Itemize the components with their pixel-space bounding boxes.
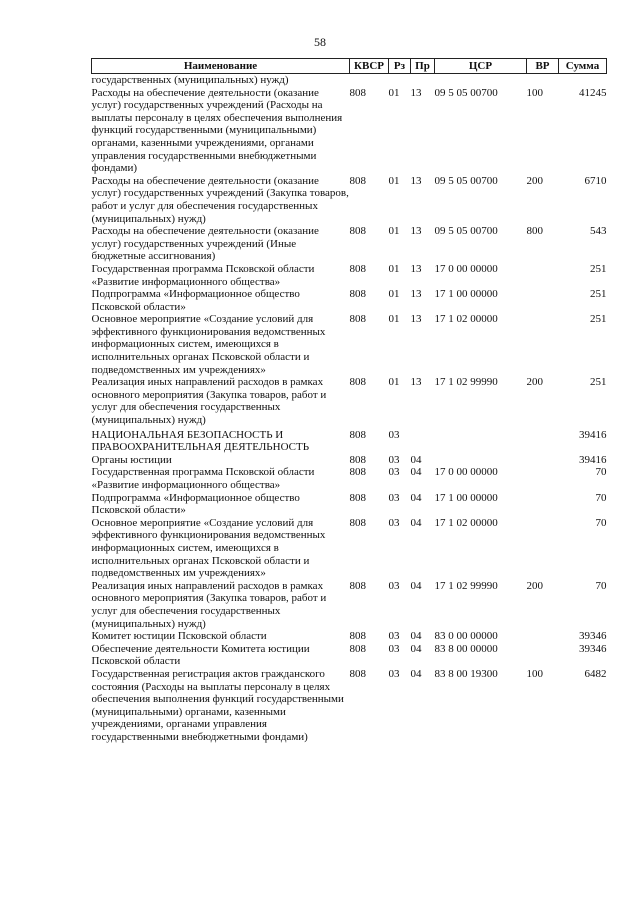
row-sum: 251 xyxy=(590,376,607,389)
row-csr: 83 0 00 00000 xyxy=(434,630,498,643)
row-vr xyxy=(527,492,559,517)
table-row xyxy=(92,288,607,313)
row-sum: 543 xyxy=(590,225,607,238)
table-row xyxy=(92,175,607,225)
row-name: Основное мероприятие «Создание условий для эффективного функционирования ведомственных информационных систем, имеющихся в исполнительных органах Псковской области и подведомственных им учреждениях» xyxy=(91,313,326,376)
table-row xyxy=(92,580,607,630)
table-row xyxy=(92,454,607,467)
row-rz: 03 xyxy=(388,667,400,680)
table-row xyxy=(92,492,607,517)
row-name: Расходы на обеспечение деятельности (оказание услуг) государственных учреждений (Иные бюджетные ассигнования) xyxy=(91,225,319,263)
row-kvsr: 808 xyxy=(349,376,366,389)
page-number: 58 xyxy=(314,35,326,49)
row-name: Подпрограмма «Информационное общество Псковской области» xyxy=(91,491,300,517)
row-name: Государственная программа Псковской области «Развитие информационного общества» xyxy=(91,262,315,288)
row-sum: 39346 xyxy=(579,630,607,643)
row-kvsr: 808 xyxy=(349,313,366,326)
row-name: НАЦИОНАЛЬНАЯ БЕЗОПАСНОСТЬ И ПРАВООХРАНИТЕЛЬНАЯ ДЕЯТЕЛЬНОСТЬ xyxy=(91,428,310,454)
row-kvsr: 808 xyxy=(349,225,366,238)
row-rz: 03 xyxy=(388,491,400,504)
row-pr: 13 xyxy=(410,225,422,238)
row-sum: 70 xyxy=(595,491,607,504)
table-row xyxy=(92,225,607,263)
row-csr: 09 5 05 00700 xyxy=(434,174,498,187)
row-vr xyxy=(527,427,559,454)
table-row xyxy=(92,427,607,454)
row-pr: 13 xyxy=(410,174,422,187)
row-vr xyxy=(527,263,559,288)
row-sum: 251 xyxy=(590,313,607,326)
row-name: Комитет юстиции Псковской области xyxy=(91,630,267,643)
row-kvsr: 808 xyxy=(349,579,366,592)
table-row xyxy=(92,668,607,744)
row-rz: 01 xyxy=(388,313,400,326)
row-rz: 01 xyxy=(388,86,400,99)
row-rz: 03 xyxy=(388,453,400,466)
row-vr xyxy=(527,454,559,467)
row-vr: 200 xyxy=(526,174,543,187)
row-sum: 39416 xyxy=(579,428,607,441)
row-pr: 04 xyxy=(410,642,422,655)
row-pr: 13 xyxy=(410,288,422,301)
row-csr: 83 8 00 00000 xyxy=(434,642,498,655)
row-csr: 17 1 02 00000 xyxy=(434,313,498,326)
row-vr xyxy=(527,517,559,580)
row-name: Реализация иных направлений расходов в рамках основного мероприятия (Закупка товаров, работ и услуг для обеспечения государственных (муниципальных) нужд) xyxy=(91,376,327,427)
row-vr xyxy=(527,313,559,376)
row-pr: 04 xyxy=(410,491,422,504)
row-vr: 200 xyxy=(526,579,543,592)
row-csr: 17 0 00 00000 xyxy=(434,262,498,275)
row-kvsr: 808 xyxy=(349,86,366,99)
row-csr xyxy=(435,454,527,467)
table-header-row xyxy=(92,59,607,74)
row-vr xyxy=(527,288,559,313)
table-row xyxy=(92,87,607,175)
row-pr xyxy=(411,427,435,454)
row-rz: 03 xyxy=(388,630,400,643)
row-rz: 01 xyxy=(388,174,400,187)
row-sum: 41245 xyxy=(579,86,607,99)
row-name: Подпрограмма «Информационное общество Псковской области» xyxy=(91,288,300,313)
row-pr xyxy=(411,74,435,87)
row-name: Государственная программа Псковской области «Развитие информационного общества» xyxy=(91,466,315,491)
row-rz: 03 xyxy=(388,642,400,655)
row-name: государственных (муниципальных) нужд) xyxy=(91,74,289,86)
row-kvsr: 808 xyxy=(349,428,366,441)
row-csr: 17 1 00 00000 xyxy=(434,288,498,301)
row-csr: 09 5 05 00700 xyxy=(434,86,498,99)
row-vr: 100 xyxy=(526,667,543,680)
row-sum xyxy=(559,74,607,87)
header-kvsr: КВСР xyxy=(350,59,389,74)
row-sum: 70 xyxy=(595,466,607,479)
row-name: Реализация иных направлений расходов в рамках основного мероприятия (Закупка товаров, работ и услуг для обеспечения государственных (муниципальных) нужд) xyxy=(91,579,327,630)
row-name: Расходы на обеспечение деятельности (оказание услуг) государственных учреждений (Закупка товаров, работ и услуг для обеспечения государственных (муниципальных) нужд) xyxy=(91,174,349,225)
row-rz: 01 xyxy=(388,262,400,275)
row-rz: 03 xyxy=(388,516,400,529)
row-sum: 251 xyxy=(590,288,607,301)
row-csr: 83 8 00 19300 xyxy=(434,667,498,680)
row-csr: 17 1 02 00000 xyxy=(434,516,498,529)
row-vr: 800 xyxy=(526,225,543,238)
row-csr xyxy=(435,74,527,87)
row-sum: 251 xyxy=(590,262,607,275)
row-csr: 17 1 00 00000 xyxy=(434,491,498,504)
row-vr xyxy=(527,643,559,668)
row-rz xyxy=(389,74,411,87)
row-sum: 39346 xyxy=(579,642,607,655)
row-rz: 01 xyxy=(388,225,400,238)
row-pr: 13 xyxy=(410,262,422,275)
row-kvsr: 808 xyxy=(349,642,366,655)
row-name: Государственная регистрация актов гражданского состояния (Расходы на выплаты персоналу в целях обеспечения выполнения функций государственными (муниципальными) органами, казенными учреждениями, органами управления государственными внебюджетными фондами) xyxy=(91,667,344,743)
row-csr: 09 5 05 00700 xyxy=(434,225,498,238)
table-row xyxy=(92,313,607,376)
header-name: Наименование xyxy=(92,59,350,74)
row-rz: 03 xyxy=(388,428,400,441)
row-name: Обеспечение деятельности Комитета юстиции Псковской области xyxy=(91,642,310,668)
table-row xyxy=(92,74,607,87)
table-row xyxy=(92,517,607,580)
header-sum: Сумма xyxy=(559,59,607,74)
table-row xyxy=(92,630,607,643)
row-pr: 13 xyxy=(410,86,422,99)
row-kvsr: 808 xyxy=(349,453,366,466)
header-csr: ЦСР xyxy=(435,59,527,74)
row-kvsr: 808 xyxy=(349,262,366,275)
row-kvsr xyxy=(350,74,389,87)
row-kvsr: 808 xyxy=(349,288,366,301)
row-pr: 04 xyxy=(410,516,422,529)
header-pr: Пр xyxy=(411,59,435,74)
row-pr: 13 xyxy=(410,313,422,326)
row-pr: 04 xyxy=(410,630,422,643)
row-kvsr: 808 xyxy=(349,491,366,504)
row-pr: 04 xyxy=(410,453,422,466)
table-row xyxy=(92,643,607,668)
row-kvsr: 808 xyxy=(349,516,366,529)
row-pr: 04 xyxy=(410,466,422,479)
row-name: Расходы на обеспечение деятельности (оказание услуг) государственных учреждений (Расходы на выплаты персоналу в целях обеспечения выполнения функций государственными (муниципальными) органами, казенными учреждениями, органами управления государственными внебюджетными фондами) xyxy=(91,86,343,175)
row-sum: 39416 xyxy=(579,453,607,466)
row-rz: 03 xyxy=(388,466,400,479)
row-name: Органы юстиции xyxy=(91,453,172,466)
table-row xyxy=(92,376,607,426)
row-sum: 6482 xyxy=(584,667,607,680)
row-kvsr: 808 xyxy=(349,174,366,187)
row-vr xyxy=(527,74,559,87)
table-row xyxy=(92,263,607,288)
row-vr xyxy=(527,630,559,643)
row-rz: 03 xyxy=(388,579,400,592)
row-vr: 100 xyxy=(526,86,543,99)
header-vr: ВР xyxy=(527,59,559,74)
row-name: Основное мероприятие «Создание условий для эффективного функционирования ведомственных информационных систем, имеющихся в исполнительных органах Псковской области и подведомственных им учреждениях» xyxy=(91,516,326,580)
row-rz: 01 xyxy=(388,376,400,389)
header-rz: Рз xyxy=(389,59,411,74)
row-csr: 17 1 02 99990 xyxy=(434,579,498,592)
row-pr: 04 xyxy=(410,579,422,592)
row-vr: 200 xyxy=(526,376,543,389)
row-pr: 13 xyxy=(410,376,422,389)
row-csr xyxy=(435,427,527,454)
row-rz: 01 xyxy=(388,288,400,301)
row-kvsr: 808 xyxy=(349,667,366,680)
row-sum: 6710 xyxy=(584,174,607,187)
row-pr: 04 xyxy=(410,667,422,680)
row-kvsr: 808 xyxy=(349,630,366,643)
row-csr: 17 0 00 00000 xyxy=(434,466,498,479)
row-sum: 70 xyxy=(595,579,607,592)
table-row xyxy=(92,466,607,491)
row-sum: 70 xyxy=(595,516,607,529)
budget-table xyxy=(91,58,607,743)
row-csr: 17 1 02 99990 xyxy=(434,376,498,389)
row-vr xyxy=(527,466,559,491)
row-kvsr: 808 xyxy=(349,466,366,479)
